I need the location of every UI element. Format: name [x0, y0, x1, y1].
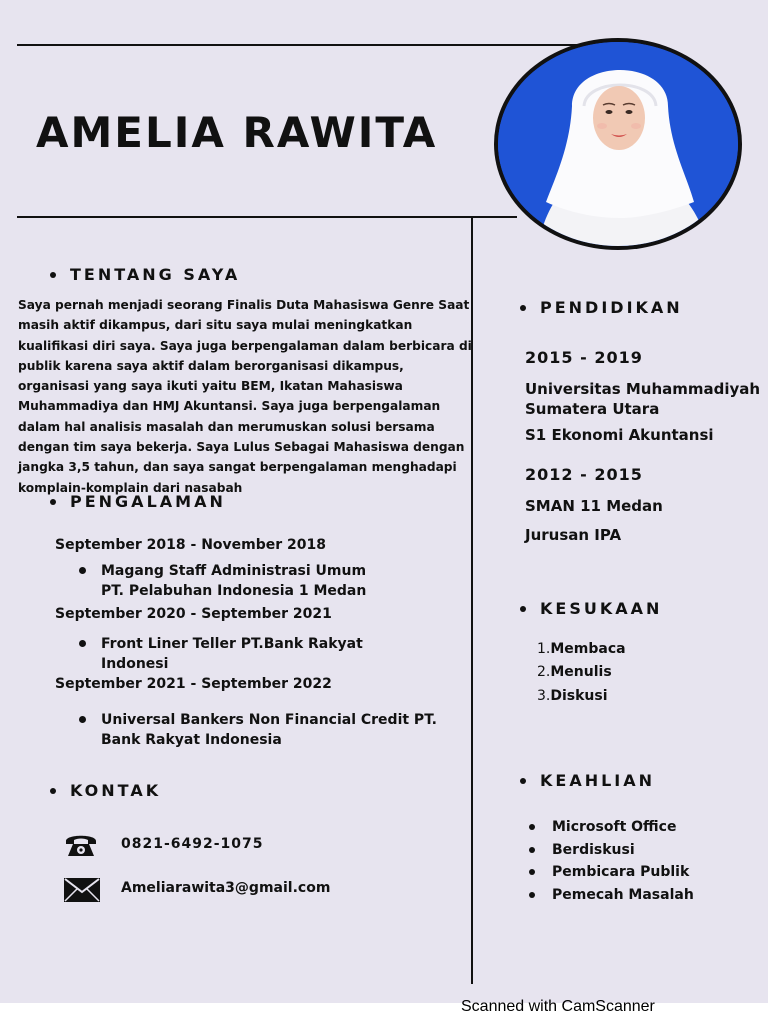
experience-role: Front Liner Teller PT.Bank Rakyat	[101, 636, 363, 652]
envelope-icon	[63, 877, 101, 903]
experience-period: September 2021 - September 2022	[55, 676, 332, 692]
about-text: Saya pernah menjadi seorang Finalis Duta Mahasiswa Genre Saat masih aktif dikampus, dari situ saya mulai meningkatkan kualifikasi diri saya. Saya juga berpengalaman dalam berbicara di publik karena saya aktif dalam berorganisasi dikampus, organisasi yang saya ikuti yaitu BEM, Ikatan Mahasiswa Muhammadiya dan HMJ Akuntansi. Saya juga berpengalaman dalam hal analisis masalah dan merumuskan solusi bersama dengan tim saya bekerja. Saya Lulus Sebagai Mahasiswa dengan jangka 3,5 tahun, dan saya sangat berpengalaman menghadapi komplain-komplain dari nasabah	[18, 298, 472, 495]
experience-heading-label: PENGALAMAN	[70, 492, 226, 511]
education-major: Jurusan IPA	[525, 526, 622, 544]
scanner-watermark: Scanned with CamScanner	[461, 998, 655, 1015]
heading-bullet	[50, 788, 56, 794]
list-bullet	[79, 567, 86, 574]
hobby-label: Menulis	[550, 664, 612, 680]
skill-item	[529, 864, 689, 880]
experience-item	[79, 634, 363, 674]
skill-label: Microsoft Office	[552, 819, 677, 835]
hobby-number: 2.	[537, 664, 551, 680]
education-school-line2: Sumatera Utara	[525, 400, 660, 418]
education-heading-label: PENDIDIKAN	[540, 298, 683, 317]
education-school: SMAN 11 Medan	[525, 497, 663, 515]
contact-heading	[50, 781, 161, 800]
hobby-item	[537, 664, 612, 680]
hobby-label: Membaca	[550, 641, 626, 657]
skills-heading	[520, 771, 655, 790]
list-bullet	[529, 869, 535, 875]
experience-role: Universal Bankers Non Financial Credit PT.	[101, 712, 437, 728]
experience-item	[79, 710, 437, 750]
skill-label: Berdiskusi	[552, 842, 635, 858]
list-bullet	[79, 716, 86, 723]
list-bullet	[79, 640, 86, 647]
experience-item	[79, 561, 366, 601]
heading-bullet	[50, 272, 56, 278]
experience-heading	[50, 492, 226, 511]
about-heading-label: TENTANG SAYA	[70, 265, 241, 284]
top-divider	[17, 44, 577, 46]
experience-role: Magang Staff Administrasi Umum	[101, 563, 367, 579]
education-years: 2015 - 2019	[525, 348, 643, 367]
education-major: S1 Ekonomi Akuntansi	[525, 426, 714, 444]
candidate-name: AMELIA RAWITA	[36, 108, 438, 157]
hobby-item	[537, 688, 608, 704]
education-years: 2012 - 2015	[525, 465, 643, 484]
hobby-number: 1.	[537, 641, 551, 657]
education-school: Universitas Muhammadiyah	[525, 380, 761, 398]
experience-period: September 2020 - September 2021	[55, 606, 332, 622]
profile-photo	[498, 42, 738, 246]
hobby-label: Diskusi	[550, 688, 608, 704]
list-bullet	[529, 847, 535, 853]
hobby-number: 3.	[537, 688, 551, 704]
list-bullet	[529, 824, 535, 830]
experience-company: Indonesi	[101, 656, 169, 672]
phone-icon	[64, 832, 98, 858]
education-heading	[520, 298, 683, 317]
heading-bullet	[520, 778, 526, 784]
heading-bullet	[50, 499, 56, 505]
experience-company: Bank Rakyat Indonesia	[101, 732, 282, 748]
phone-number: 0821-6492-1075	[121, 836, 264, 852]
header-divider	[17, 216, 517, 218]
about-heading	[50, 265, 240, 284]
experience-company: PT. Pelabuhan Indonesia 1 Medan	[101, 583, 367, 599]
skills-heading-label: KEAHLIAN	[540, 771, 656, 790]
email-address: Ameliarawita3@gmail.com	[121, 880, 331, 896]
heading-bullet	[520, 606, 526, 612]
contact-heading-label: KONTAK	[70, 781, 162, 800]
hobbies-heading-label: KESUKAAN	[540, 599, 663, 618]
skill-item	[529, 842, 635, 858]
list-bullet	[529, 892, 535, 898]
skill-label: Pembicara Publik	[552, 864, 690, 880]
skill-item	[529, 887, 694, 903]
hobby-item	[537, 641, 626, 657]
skill-item	[529, 819, 676, 835]
experience-period: September 2018 - November 2018	[55, 537, 326, 553]
heading-bullet	[520, 305, 526, 311]
hobbies-heading	[520, 599, 662, 618]
profile-photo-illustration	[498, 42, 738, 246]
skill-label: Pemecah Masalah	[552, 887, 694, 903]
